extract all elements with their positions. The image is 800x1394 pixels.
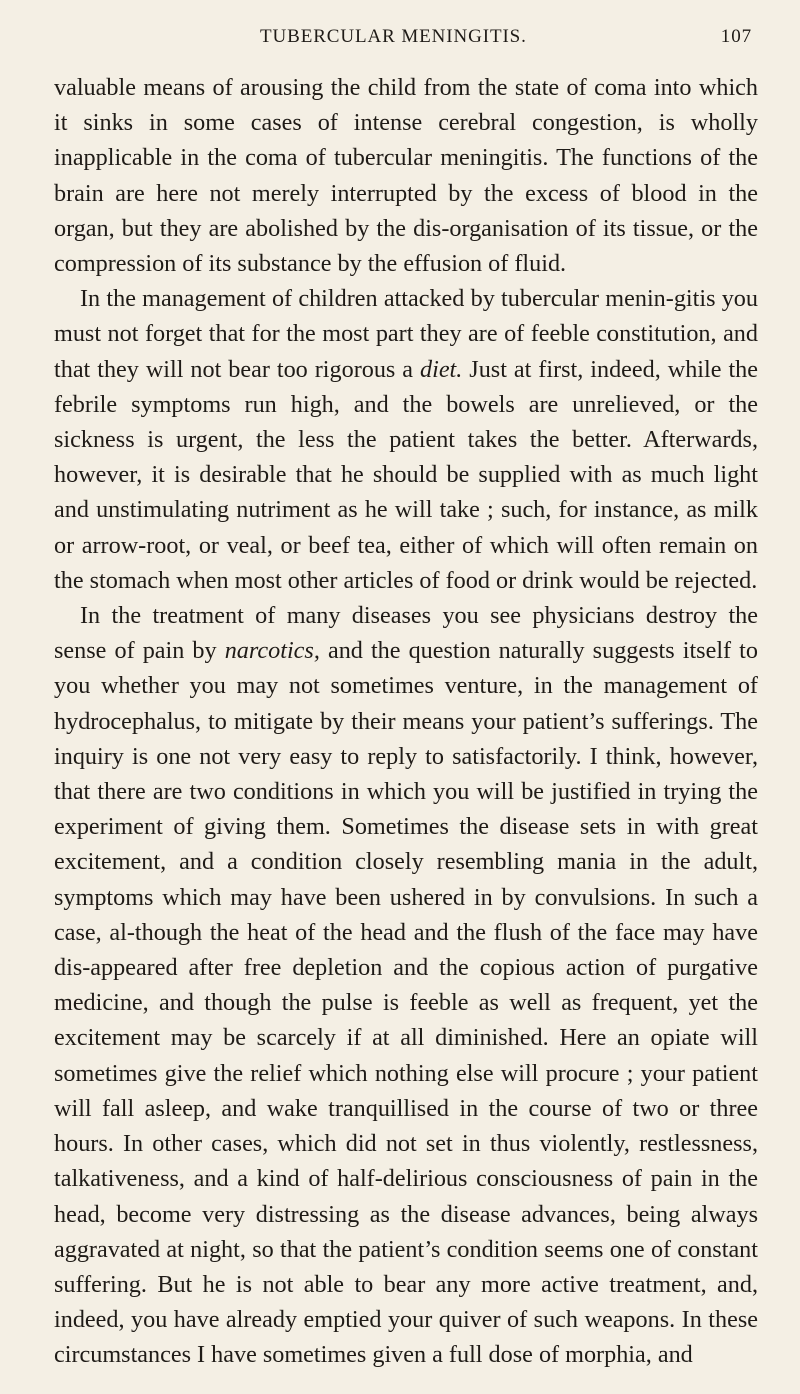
page-number: 107 bbox=[720, 26, 752, 47]
paragraph-2-text-b: Just at first, indeed, while the febrile symptoms run high, and the bowels are unrelieved, or the sickness is urgent, the less the patient takes the better. Afterwards, however, it is desirable that he should be supplied with as much light and unstimulating nutriment as he will take ; such, for instance, as milk or arrow-root, or veal, or beef tea, either of which will often remain on the stomach when most other articles of food or drink would be rejected. bbox=[54, 355, 758, 594]
paragraph-1: valuable means of arousing the child from the state of coma into which it sinks in some cases of intense cerebral congestion, is wholly inapplicable in the coma of tubercular meningitis. The functions of the brain are here not merely interrupted by the excess of blood in the organ, but they are abolished by the dis-organisation of its tissue, or the compression of its substance by the effusion of fluid. bbox=[54, 74, 758, 278]
running-head bbox=[54, 26, 758, 70]
body-text bbox=[54, 70, 758, 1373]
paragraph-3-text-a: In the treatment of many diseases you see physicians destroy the sense of pain by bbox=[54, 602, 758, 665]
narcotics-emphasis: narcotics, bbox=[224, 637, 320, 665]
diet-emphasis: diet. bbox=[420, 355, 463, 383]
paragraph-3 bbox=[54, 598, 758, 1372]
paragraph-2-text-a: In the management of children attacked by tubercular menin-gitis you must not forget that for the most part they are of feeble constitution, and that they will not bear too rigorous a bbox=[54, 285, 758, 383]
running-title: TUBERCULAR MENINGITIS. bbox=[260, 26, 527, 47]
paragraph-2 bbox=[54, 281, 758, 598]
paragraph-3-text-b: and the question naturally suggests itself to you whether you may not sometimes venture, in the management of hydrocephalus, to mitigate by their means your patient’s sufferings. The inquiry is one not very easy to reply to satisfactorily. I think, however, that there are two conditions in which you will be justified in trying the experiment of giving them. Sometimes the disease sets in with great excitement, and a condition closely resembling mania in the adult, symptoms which may have been ushered in by convulsions. In such a case, al-though the heat of the head and the flush of the face may have dis-appeared after free depletion and the copious action of purgative medicine, and though the pulse is feeble as well as frequent, yet the excitement may be scarcely if at all diminished. Here an opiate will sometimes give the relief which nothing else will procure ; your patient will fall asleep, and wake tranquillised in the course of two or three hours. In other cases, which did not set in thus violently, restlessness, talkativeness, and a kind of half-delirious consciousness of pain in the head, become very distressing as the disease advances, being always aggravated at night, so that the patient’s condition seems one of constant suffering. But he is not able to bear any more active treatment, and, indeed, you have already emptied your quiver of such weapons. In these circumstances I have sometimes given a full dose of morphia, and bbox=[54, 637, 758, 1369]
